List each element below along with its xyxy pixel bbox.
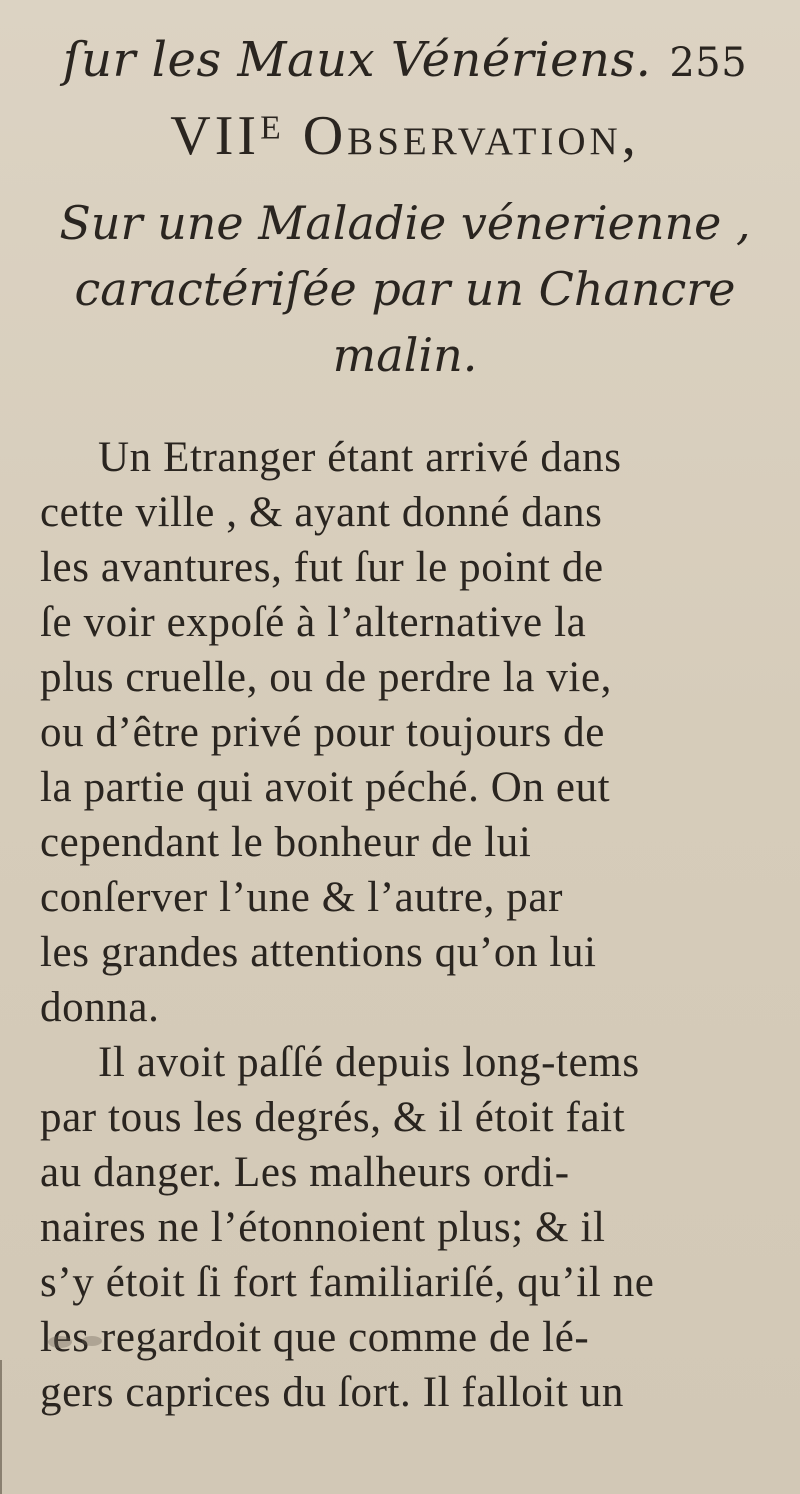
running-head-text: ſur les Maux Vénériens. bbox=[62, 32, 652, 88]
body-line: la partie qui avoit péché. On eut bbox=[40, 764, 611, 811]
observation-numeral: VIIᴱ bbox=[170, 105, 285, 167]
page-number: 255 bbox=[669, 40, 748, 86]
observation-title bbox=[40, 190, 770, 388]
body-line: gers caprices du ſort. Il falloit un bbox=[40, 1369, 625, 1416]
observation-heading bbox=[40, 100, 770, 180]
body-text bbox=[40, 430, 770, 1420]
body-line: au danger. Les malheurs ordi- bbox=[40, 1149, 570, 1196]
page-edge-mark bbox=[0, 1360, 10, 1494]
body-line: cette ville , & ayant donné dans bbox=[40, 489, 603, 536]
body-line: plus cruelle, ou de perdre la vie, bbox=[40, 654, 613, 701]
running-head bbox=[40, 30, 770, 94]
body-line: par tous les degrés, & il étoit fait bbox=[40, 1094, 626, 1141]
title-line-2: caractériſée par un Chancre bbox=[74, 262, 736, 316]
body-line: s’y étoit ſi fort familiariſé, qu’il ne bbox=[40, 1259, 655, 1306]
title-line-3: malin. bbox=[332, 328, 478, 382]
body-line: Il avoit paſſé depuis long-tems bbox=[98, 1039, 640, 1086]
body-line: donna. bbox=[40, 984, 160, 1031]
ink-bleed-mark bbox=[40, 1330, 120, 1354]
body-line: cependant le bonheur de lui bbox=[40, 819, 532, 866]
body-line: Un Etranger étant arrivé dans bbox=[98, 434, 622, 481]
body-line: ou d’être privé pour toujours de bbox=[40, 709, 605, 756]
observation-word: Observation, bbox=[302, 105, 640, 167]
body-line: les grandes attentions qu’on lui bbox=[40, 929, 597, 976]
body-line: naires ne l’étonnoient plus; & il bbox=[40, 1204, 606, 1251]
title-line-1: Sur une Maladie vénerienne , bbox=[59, 196, 751, 250]
body-line: les regardoit que comme de lé- bbox=[40, 1314, 590, 1361]
body-line: ſe voir expoſé à l’alternative la bbox=[40, 599, 587, 646]
body-line: conſerver l’une & l’autre, par bbox=[40, 874, 563, 921]
body-line: les avantures, fut ſur le point de bbox=[40, 544, 604, 591]
